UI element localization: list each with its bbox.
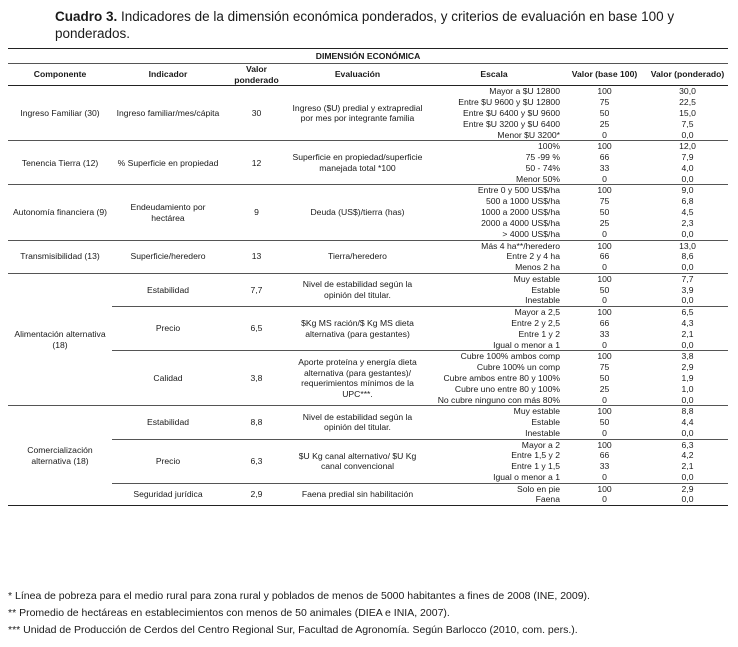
table-row	[8, 483, 728, 494]
scale-cell: Mayor a 2	[521, 439, 560, 450]
evaluation-cell: Nivel de estabilidad según la opinión del titular.	[302, 411, 413, 433]
weight-cell: 2,9	[250, 488, 263, 499]
base-value-cell: 0	[602, 173, 607, 184]
scale-cell: Entre $U 3200 y $U 6400	[463, 118, 560, 129]
base-value-cell: 33	[599, 328, 610, 339]
scale-cell: Muy estable	[513, 273, 560, 284]
weighted-value-cell: 8,8	[681, 406, 694, 417]
weighted-value-cell: 0,0	[681, 173, 694, 184]
scale-cell: Entre 2 y 2,5	[511, 317, 560, 328]
footnote: *** Unidad de Producción de Cerdos del Centro Regional Sur, Facultad de Agronomía. Según Barlocco (2010, com. pers.).	[8, 624, 578, 636]
base-value-cell: 0	[602, 494, 607, 505]
weight-cell: 6,5	[250, 323, 263, 334]
weighted-value-cell: 22,5	[679, 96, 696, 107]
base-value-cell: 75	[599, 96, 610, 107]
evaluation-cell: $U Kg canal alternativo/ $U Kg canal convencional	[298, 450, 417, 472]
scale-cell: Estable	[531, 417, 560, 428]
weighted-value-cell: 15,0	[679, 107, 696, 118]
weighted-value-cell: 3,9	[681, 284, 694, 295]
scale-cell: Entre 2 y 4 ha	[506, 251, 560, 262]
weighted-value-cell: 0,0	[681, 129, 694, 140]
weighted-value-cell: 0,0	[681, 262, 694, 273]
evaluation-cell: Deuda (US$)/tierra (has)	[310, 207, 405, 218]
weighted-value-cell: 7,7	[681, 273, 694, 284]
scale-cell: Solo en pie	[516, 483, 560, 494]
base-value-cell: 100	[597, 141, 612, 152]
evaluation-cell: Tierra/heredero	[328, 251, 387, 262]
header-evaluacion: Evaluación	[334, 69, 381, 80]
weighted-value-cell: 6,3	[681, 439, 694, 450]
scale-cell: Más 4 ha**/heredero	[481, 240, 560, 251]
header-indicador: Indicador	[148, 69, 188, 80]
base-value-cell: 75	[599, 361, 610, 372]
base-value-cell: 33	[599, 461, 610, 472]
base-value-cell: 100	[597, 240, 612, 251]
base-value-cell: 25	[599, 118, 610, 129]
base-value-cell: 50	[599, 107, 610, 118]
base-value-cell: 0	[602, 427, 607, 438]
component-cell: Alimentación alternativa (18)	[14, 329, 106, 350]
footnote: * Línea de pobreza para el medio rural para zona rural y poblados de menos de 5000 habitantes a fines de 2008 (INE, 2009).	[8, 590, 590, 602]
weight-cell: 13	[251, 251, 262, 262]
weight-cell: 12	[251, 157, 262, 168]
weighted-value-cell: 2,1	[681, 328, 694, 339]
scale-cell: Inestable	[525, 427, 560, 438]
weighted-value-cell: 0,0	[681, 295, 694, 306]
indicator-cell: Precio	[155, 455, 181, 466]
weighted-value-cell: 0,0	[681, 229, 694, 240]
scale-cell: Menor $U 3200*	[497, 129, 560, 140]
weighted-value-cell: 1,9	[681, 372, 694, 383]
weighted-value-cell: 6,8	[681, 196, 694, 207]
weighted-value-cell: 0,0	[681, 394, 694, 405]
base-value-cell: 66	[599, 251, 610, 262]
table-row	[8, 185, 728, 196]
base-value-cell: 100	[597, 86, 612, 97]
scale-cell: 2000 a 4000 US$/ha	[481, 218, 560, 229]
table-row	[8, 439, 728, 450]
weighted-value-cell: 7,9	[681, 152, 694, 163]
scale-cell: Cubre 100% ambos comp	[460, 351, 560, 362]
weighted-value-cell: 0,0	[681, 427, 694, 438]
header-valor-pond: Valor (ponderado)	[650, 69, 725, 80]
weighted-value-cell: 0,0	[681, 472, 694, 483]
evaluation-cell: Nivel de estabilidad según la opinión del titular.	[302, 279, 413, 300]
base-value-cell: 100	[597, 483, 612, 494]
scale-cell: Entre $U 6400 y $U 9600	[463, 107, 560, 118]
base-value-cell: 66	[599, 152, 610, 163]
component-cell: Comercialización alternativa (18)	[27, 445, 93, 466]
evaluation-cell: Aporte proteína y energía dieta alternativa (para gestantes)/ requerimientos mínimos de la UPC***.	[298, 357, 417, 399]
table-row	[8, 406, 728, 417]
base-value-cell: 75	[599, 196, 610, 207]
scale-cell: Menos 2 ha	[515, 262, 560, 273]
indicator-cell: Ingreso familiar/mes/cápita	[116, 107, 220, 118]
weighted-value-cell: 4,2	[681, 450, 694, 461]
header-valor-base: Valor (base 100)	[571, 69, 638, 80]
indicator-cell: Calidad	[153, 372, 183, 383]
table-row	[8, 273, 728, 284]
weighted-value-cell: 4,4	[681, 417, 694, 428]
evaluation-cell: Faena predial sin habilitación	[301, 488, 414, 499]
weight-cell: 6,3	[250, 455, 263, 466]
header-valor-ponderado: Valor ponderado	[234, 64, 279, 85]
base-value-cell: 0	[602, 339, 607, 350]
base-value-cell: 50	[599, 207, 610, 218]
weighted-value-cell: 2,1	[681, 461, 694, 472]
evaluation-cell: Ingreso ($U) predial y extrapredial por mes por integrante familia	[292, 102, 423, 124]
scale-cell: Mayor a $U 12800	[489, 86, 560, 97]
base-value-cell: 33	[599, 163, 610, 174]
scale-cell: Faena	[535, 494, 560, 505]
scale-cell: 50 - 74%	[525, 163, 560, 174]
scale-cell: 75 -99 %	[525, 152, 560, 163]
base-value-cell: 66	[599, 450, 610, 461]
scale-cell: Entre 1,5 y 2	[511, 450, 560, 461]
indicator-cell: Estabilidad	[146, 284, 190, 295]
caption-label: Cuadro 3.	[55, 9, 118, 24]
scale-cell: Estable	[531, 284, 560, 295]
base-value-cell: 0	[602, 295, 607, 306]
weighted-value-cell: 2,9	[681, 361, 694, 372]
weighted-value-cell: 7,5	[681, 118, 694, 129]
scale-cell: Igual o menor a 1	[493, 472, 560, 483]
scale-cell: > 4000 US$/ha	[502, 229, 560, 240]
weighted-value-cell: 13,0	[679, 240, 696, 251]
base-value-cell: 25	[599, 384, 610, 395]
scale-cell: Cubre 100% un comp	[476, 361, 560, 372]
footnotes	[8, 588, 728, 639]
header-escala: Escala	[480, 69, 508, 80]
scale-cell: No cubre ninguno con más 80%	[437, 394, 560, 405]
weight-cell: 30	[251, 107, 262, 118]
scale-cell: 100%	[538, 141, 560, 152]
table-row	[8, 240, 728, 251]
table-caption	[55, 8, 715, 42]
scale-cell: Entre 1 y 2	[518, 328, 560, 339]
weighted-value-cell: 1,0	[681, 384, 694, 395]
weight-cell: 8,8	[250, 417, 263, 428]
table-body	[8, 86, 728, 506]
base-value-cell: 100	[597, 439, 612, 450]
base-value-cell: 0	[602, 229, 607, 240]
indicator-cell: Estabilidad	[146, 417, 190, 428]
base-value-cell: 50	[599, 372, 610, 383]
indicator-cell: Seguridad jurídica	[133, 488, 203, 499]
table-row	[8, 86, 728, 97]
economic-dimension-table	[8, 48, 728, 506]
evaluation-cell: $Kg MS ración/$ Kg MS dieta alternativa (para gestantes)	[301, 318, 414, 339]
table-row	[8, 351, 728, 362]
scale-cell: Inestable	[525, 295, 560, 306]
base-value-cell: 100	[597, 185, 612, 196]
scale-cell: 500 a 1000 US$/ha	[485, 196, 560, 207]
indicator-cell: Superficie/heredero	[130, 251, 206, 262]
scale-cell: Cubre ambos entre 80 y 100%	[443, 372, 560, 383]
weighted-value-cell: 0,0	[681, 339, 694, 350]
scale-cell: Cubre uno entre 80 y 100%	[454, 384, 560, 395]
base-value-cell: 0	[602, 262, 607, 273]
scale-cell: Igual o menor a 1	[493, 339, 560, 350]
component-cell: Tenencia Tierra (12)	[21, 157, 99, 168]
weighted-value-cell: 12,0	[679, 141, 696, 152]
component-cell: Ingreso Familiar (30)	[20, 107, 100, 118]
weighted-value-cell: 9,0	[681, 185, 694, 196]
table-row	[8, 141, 728, 152]
weight-cell: 3,8	[250, 372, 263, 383]
weighted-value-cell: 3,8	[681, 351, 694, 362]
scale-cell: 1000 a 2000 US$/ha	[481, 207, 560, 218]
weighted-value-cell: 2,9	[681, 483, 694, 494]
weighted-value-cell: 4,5	[681, 207, 694, 218]
base-value-cell: 0	[602, 129, 607, 140]
header-componente: Componente	[33, 69, 87, 80]
weighted-value-cell: 6,5	[681, 306, 694, 317]
weighted-value-cell: 4,3	[681, 317, 694, 328]
base-value-cell: 0	[602, 472, 607, 483]
weighted-value-cell: 30,0	[679, 86, 696, 97]
evaluation-cell: Superficie en propiedad/superficie manejada total *100	[292, 152, 423, 173]
weighted-value-cell: 2,3	[681, 218, 694, 229]
indicator-cell: Endeudamiento por hectárea	[130, 202, 206, 223]
scale-cell: Entre 1 y 1,5	[511, 461, 560, 472]
caption-text: Indicadores de la dimensión económica ponderados, y criterios de evaluación en base 100 y ponderados.	[55, 9, 675, 41]
base-value-cell: 66	[599, 317, 610, 328]
base-value-cell: 50	[599, 417, 610, 428]
weighted-value-cell: 0,0	[681, 494, 694, 505]
scale-cell: Menor 50%	[516, 173, 560, 184]
weighted-value-cell: 8,6	[681, 251, 694, 262]
footnote: ** Promedio de hectáreas en establecimientos con menos de 50 animales (DIEA e INIA, 2007).	[8, 607, 450, 619]
table-row	[8, 306, 728, 317]
weight-cell: 9	[254, 207, 259, 218]
base-value-cell: 100	[597, 273, 612, 284]
weighted-value-cell: 4,0	[681, 163, 694, 174]
base-value-cell: 100	[597, 406, 612, 417]
base-value-cell: 100	[597, 306, 612, 317]
scale-cell: Entre $U 9600 y $U 12800	[458, 96, 560, 107]
base-value-cell: 100	[597, 351, 612, 362]
base-value-cell: 50	[599, 284, 610, 295]
scale-cell: Mayor a 2,5	[514, 306, 560, 317]
base-value-cell: 25	[599, 218, 610, 229]
indicator-cell: Precio	[155, 323, 181, 334]
table-title: DIMENSIÓN ECONÓMICA	[315, 50, 421, 61]
component-cell: Autonomía financiera (9)	[12, 207, 108, 218]
component-cell: Transmisibilidad (13)	[20, 251, 100, 262]
indicator-cell: % Superficie en propiedad	[117, 157, 219, 168]
scale-cell: Entre 0 y 500 US$/ha	[477, 185, 560, 196]
base-value-cell: 0	[602, 394, 607, 405]
weight-cell: 7,7	[250, 284, 263, 295]
scale-cell: Muy estable	[513, 406, 560, 417]
